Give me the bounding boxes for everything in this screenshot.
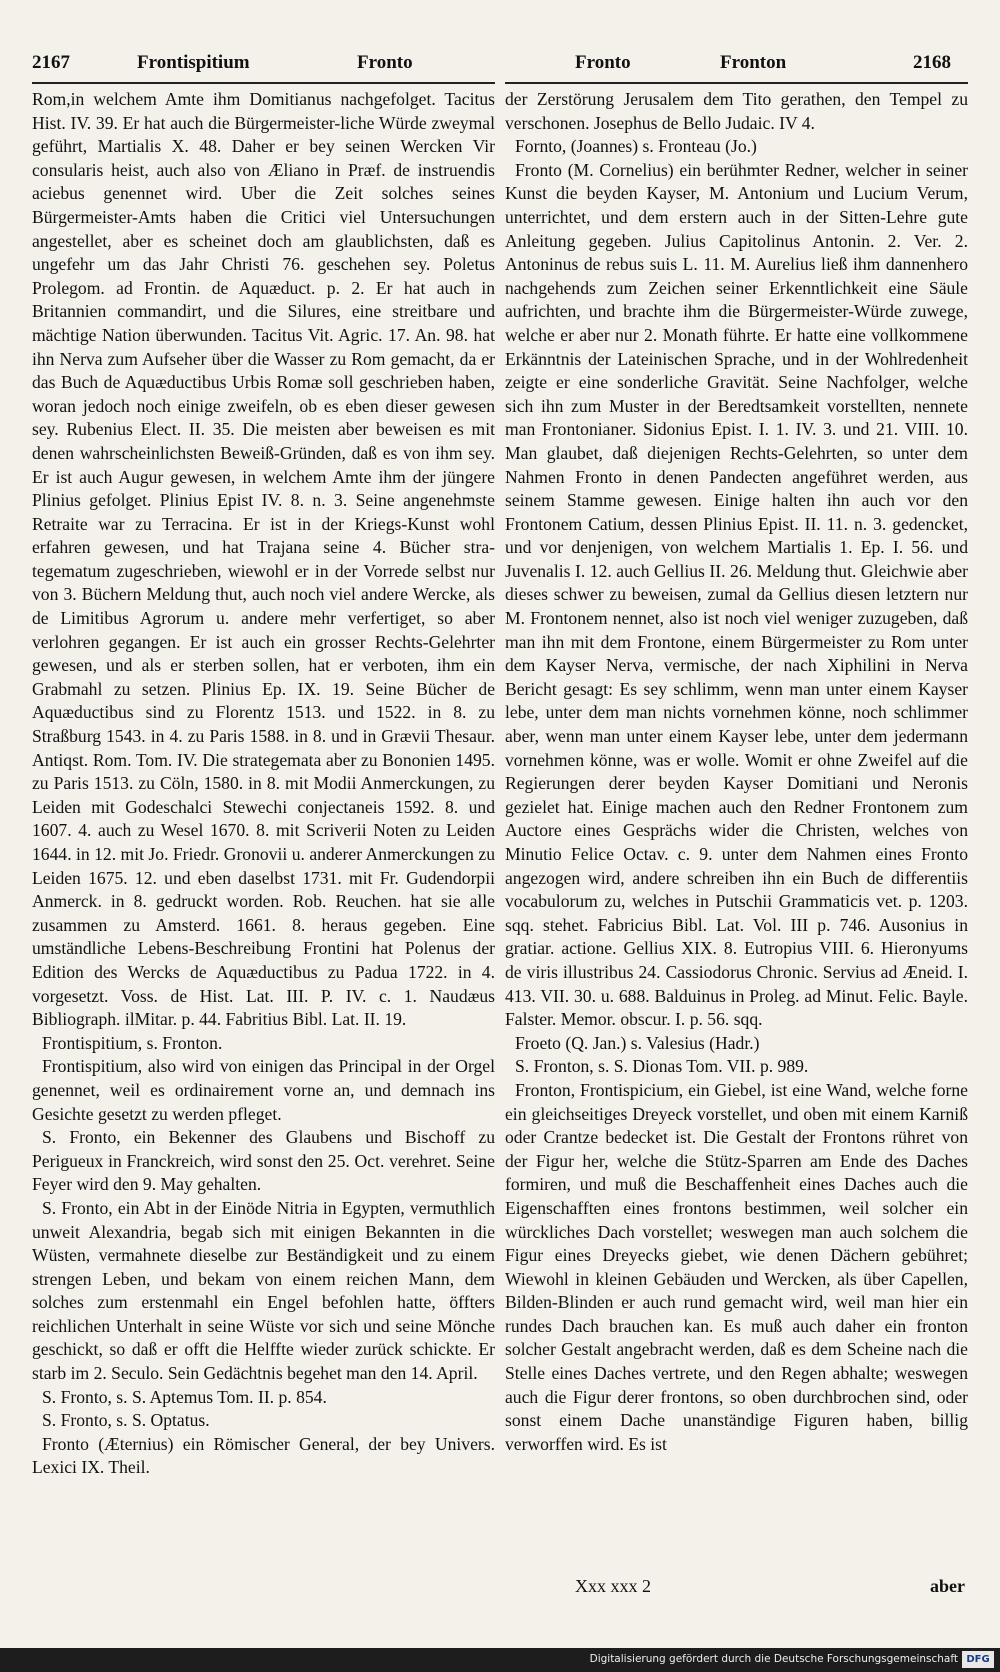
entry-paragraph: Fornto, (Joannes) s. Fronteau (Jo.) <box>515 136 757 157</box>
right-keyword-1: Fronto <box>575 52 631 73</box>
funding-credit: Digitalisierung gefördert durch die Deutsche Forschungsgemeinschaft <box>589 1653 958 1665</box>
entry-paragraph: S. Fronto, ein Abt in der Einöde Nitria in Egypten, vermuthlich unweit Alexandria, begab sich mit einigen Bekannten in die Wüsten, vermahnete dieselbe zur Beständigkeit und zu einem strengen Leben, und bekam von einem reichen Mann, dem solches zum erstenmahl ein Engel befohlen hatte, öffters reichlichen Unterhalt in seine Wüste vor sich und seine Mönche geschickt, so daß er offt die Helffte wieder zurück schickte. Er starb im 2. Seculo. Sein Gedächtnis begehet man den 14. April. <box>32 1197 495 1384</box>
signature-mark: Xxx xxx 2 <box>575 1576 651 1596</box>
left-keyword-1: Frontispitium <box>137 52 250 73</box>
left-running-head <box>32 52 502 82</box>
right-column <box>505 88 968 1588</box>
entry-paragraph: Fronto (M. Cornelius) ein berühmter Redner, welcher in seiner Kunst die beyden Kayser, M. Antonium und Lucium Verum, unterrichtet, und dem erstern auch in der Sitten-Lehre gute Anleitung gegeben. Julius Capitolinus Antonin. 2. Ver. 2. Antoninus de rebus suis L. 11. M. Aurelius ließ ihm dannenhero nachgehends zum Zeichen seiner Erkenntlichkeit eine Säule aufrichten, und brachte ihm die Bürgermeister-Würde zuwege, welche er aber nur 2. Monath führte. Er hatte eine vollkommene Erkänntnis der Lateinischen Sprache, und in der Wohlredenheit zeigte er eine sonderliche Gravität. Seine Nachfolger, welche sich ihn zum Muster in der Beredtsamkeit vorstellten, nennete man Frontonianer. Sidonius Epist. I. 1. IV. 3. und 21. VIII. 10. Man glaubet, daß diejenigen Rechts-Gelehrten, so unter dem Nahmen Fronto in denen Pandecten angeführet werden, aus seinem Stamme gewesen. Einige halten ihn auch vor den Frontonem Catium, dessen Plinius Epist. II. 11. n. 3. gedencket, und vor denjenigen, von welchem Martialis 1. Ep. I. 56. und Juvenalis I. 12. auch Gellius II. 26. Meldung thut. Gleichwie aber dieses schwer zu beweisen, zumal da Gellius diesen letztern nur M. Frontonem nennet, also ist noch viel weniger zuzugeben, daß man ihn mit dem Frontone, einem Bürgermeister zu Rom unter dem Kayser Nerva, vermische, der nach Xiphilini in Nerva Bericht gesagt: Es sey schlimm, wenn man unter einem Kayser lebe, unter dem man nichts vornehmen könne, noch schlimmer aber, wenn man unter einem Kayser lebe, unter dem jedermann vornehmen könne, was er wolle. Womit er ohne Zweifel auf die Regierungen derer beyden Kayser Domitiani und Neronis gezielet hat. Einige machen auch den Redner Frontonem zum Auctore eines Gesprächs wider die Christen, welches von Minutio Felice Octav. c. 9. unter dem Nahmen eines Fronto angezogen wird, andere schreiben ihn ein Buch de differentiis vocabulorum zu, welches in Putschii Grammaticis vet. p. 1203. sqq. stehet. Fabricius Bibl. Lat. Vol. III p. 746. Ausonius in gratiar. actione. Gellius XIX. 8. Eutropius VIII. 6. Hieronyums de viris illustribus 24. Cassiodorus Chronic. Servius ad Æneid. I. 413. VII. 30. u. 688. Balduinus in Proleg. ad Minut. Felic. Bayle. Falster. Memor. obscur. I. p. 56. sqq. <box>505 159 968 1030</box>
entry-paragraph: S. Fronto, ein Bekenner des Glaubens und Bischoff zu Perigueux in Franckreich, wird sonst den 25. Oct. verehret. Seine Feyer wird den 9. May gehalten. <box>32 1127 495 1195</box>
entry-paragraph: der Zerstörung Jerusalem dem Tito gerathen, den Tempel zu verschonen. Josephus de Bello Judaic. IV 4. <box>505 89 968 133</box>
entry-paragraph: Fronton, Frontispicium, ein Giebel, ist eine Wand, welche forne ein gleichseitiges Dreyeck vorstellet, und oben mit einem Karniß oder Crantze bedecket ist. Die Gestalt der Frontons rühret von der Figur her, welche die Stütz-Sparren am Ende des Daches formiren, und muß die Beschaffenheit eines Daches auch die Eigenschafften eines frontons bestimmen, weil solcher ein würckliches Dach vorstellet; weswegen man auch solchem die Figur eines Dreyecks giebet, wie denen Dächern gebühret; Wiewohl in kleinen Gebäuden und Wercken, als über Capellen, Bilden-Blinden er auch rund gemacht wird, weil man hier ein rundes Dach brauchen kan. Es muß auch daher ein fronton solcher Gestalt angebracht werden, daß es dem Scheine nach die Stelle eines Daches vertrete, und den Regen abhalte; weswegen auch die Figur derer frontons, so oben durchbrochen sind, oder sonst einem Dache unanständige Figuren haben, billig verworffen wird. Es ist <box>505 1079 968 1454</box>
entry-paragraph: Frontispitium, s. Fronton. <box>42 1032 223 1053</box>
left-header-rule <box>32 82 495 84</box>
left-keyword-2: Fronto <box>357 52 413 73</box>
left-page-number: 2167 <box>32 52 70 73</box>
dfg-logo: DFG <box>962 1651 994 1668</box>
left-column <box>32 88 495 1588</box>
entry-paragraph: S. Fronto, s. S. Aptemus Tom. II. p. 854. <box>42 1386 327 1407</box>
entry-paragraph: S. Fronto, s. S. Optatus. <box>42 1410 210 1431</box>
entry-paragraph: Fronto (Æternius) ein Römischer General, der bey Univers. Lexici IX. Theil. <box>32 1433 495 1478</box>
entry-paragraph: S. Fronton, s. S. Dionas Tom. VII. p. 989. <box>515 1056 809 1077</box>
entry-paragraph: Frontispitium, also wird von einigen das Principal in der Orgel genennet, weil es ordinairement vorne an, und demnach ins Gesichte gesetzt zu werden pfleget. <box>32 1056 495 1124</box>
right-page-number: 2168 <box>913 52 951 73</box>
catchword: aber <box>930 1576 965 1596</box>
digitization-footer <box>0 1648 1000 1672</box>
entry-paragraph: Rom,in welchem Amte ihm Domitianus nachgefolget. Tacitus Hist. IV. 39. Er hat auch die Bürgermeister-liche Würde zweymal geführt, Martialis X. 48. Daher er bey seinen Wercken Vir consularis heist, auch also von Æliano in Præf. de instruendis aciebus genennet wird. Uber die Zeit solches seines Bürgermeister-Amts haben die Critici viel Untersuchungen angestellet, aber es scheinet doch am glaublichsten, daß es ungefehr um das Jahr Christi 76. geschehen sey. Poletus Prolegom. ad Frontin. de Aquæduct. p. 2. Er hat auch in Britannien commandirt, und die Silures, eine streitbare und mächtige Nation überwunden. Tacitus Vit. Agric. 17. An. 98. hat ihn Nerva zum Aufseher über die Wasser zu Rom gemacht, da er das Buch de Aquæductibus Urbis Romæ soll geschrieben haben, woran jedoch noch einige zweifeln, ob es eben dieser gewesen sey. Rubenius Elect. II. 35. Die meisten aber beweisen es mit denen wahrscheinlichsten Beweiß-Gründen, daß es von ihm sey. Er ist auch Augur gewesen, in welchem Amte ihm der jüngere Plinius gefolget. Plinius Epist IV. 8. n. 3. Seine angenehmste Retraite war zu Terracina. Er ist in der Kriegs-Kunst wohl erfahren gewesen, und hat Trajana seine 4. Bücher stra-tegematum zugeschrieben, wiewohl er in der Vorrede selbst nur von 3. Büchern Meldung thut, auch noch viel andere Wercke, als de Limitibus Agrorum u. andere mehr verfertiget, so aber verlohren gegangen. Er ist auch ein grosser Rechts-Gelehrter gewesen, und als er sterben sollen, hat er verboten, ihm ein Grabmahl zu setzen. Plinius Ep. IX. 19. Seine Bücher de Aquæductibus sind zu Florentz 1513. und 1522. in 8. zu Straßburg 1543. in 4. zu Paris 1588. in 8. und in Grævii Thesaur. Antiqst. Rom. Tom. IV. Die strategemata aber zu Bononien 1495. zu Paris 1513. zu Cöln, 1580. in 8. mit Modii Anmerckungen, zu Leiden mit Godeschalci Stewechi conjectaneis 1592. 8. und 1607. 4. auch zu Wesel 1670. 8. mit Scriverii Noten zu Leiden 1644. in 12. mit Jo. Friedr. Gronovii u. anderer Anmerckungen zu Leiden 1675. 12. und eben daselbst 1731. mit Fr. Gudendorpii Anmerck. in 8. gedruckt worden. Rob. Reuchen. hat sie alle zusammen zu Amsterd. 1661. 8. heraus gegeben. Eine umständliche Lebens-Beschreibung Frontini hat Polenus der Edition des Wercks de Aquæductibus zu Padua 1722. in 4. vorgesetzt. Voss. de Hist. Lat. III. P. IV. c. 1. Naudæus Bibliograph. ilMitar. p. 44. Fabritius Bibl. Lat. II. 19. <box>32 89 495 1030</box>
right-header-rule <box>505 82 968 84</box>
entry-paragraph: Froeto (Q. Jan.) s. Valesius (Hadr.) <box>515 1032 760 1053</box>
right-running-head <box>505 52 975 82</box>
right-keyword-2: Fronton <box>720 52 787 73</box>
